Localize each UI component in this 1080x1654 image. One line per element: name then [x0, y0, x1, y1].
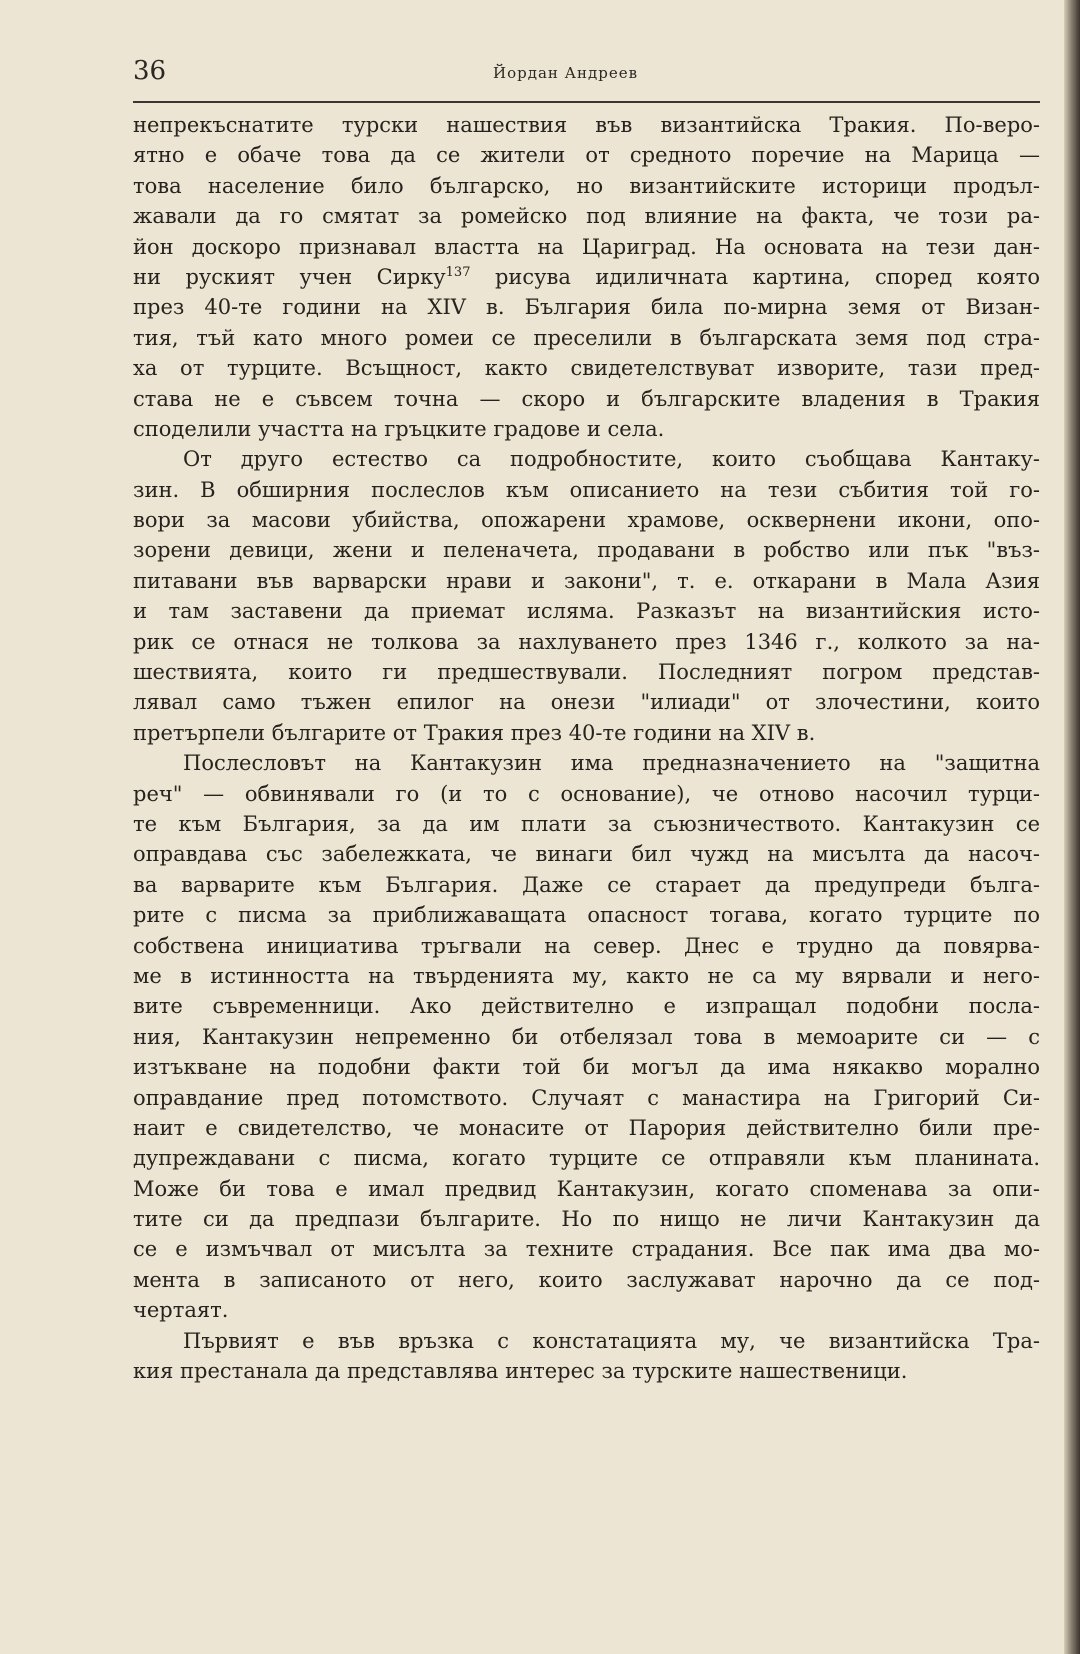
text-line: собствена инициатива тръгвали на север. Днес е трудно да повярва-: [133, 933, 1040, 958]
text-line: питавани във варварски нрави и закони", т. е. откарани в Мала Азия: [133, 568, 1040, 593]
text-line: тите си да предпази българите. Но по нищо не личи Кантакузин да: [133, 1207, 1040, 1232]
text-line: става не е съвсем точна — скоро и българските владения в Тракия: [133, 386, 1040, 411]
paragraph: [133, 110, 1040, 444]
text-line: изтъкване на подобни факти той би могъл да има някакво морално: [133, 1055, 1040, 1080]
text-line: [133, 262, 1040, 292]
page-edge-shadow: [1064, 0, 1080, 1654]
text-line: кия престанала да представлява интерес за турските нашественици.: [133, 1359, 908, 1384]
text-line: ва варварите към България. Даже се старает да предупреди бълга-: [133, 872, 1040, 897]
paragraph: [133, 748, 1040, 1325]
text-line: оправдание пред потомството. Случаят с манастира на Григорий Си-: [133, 1085, 1040, 1110]
text-line: Първият е във връзка с констатацията му, че византийска Тра-: [183, 1328, 1040, 1353]
paragraph: [133, 444, 1040, 748]
page-number: 36: [133, 56, 167, 86]
text-line: наит е свидетелство, че монасите от Парория действително били пре-: [133, 1115, 1040, 1140]
text-line: ятно е обаче това да се жители от средното поречие на Марица —: [133, 143, 1040, 168]
header-rule: [133, 101, 1040, 103]
text-line: ха от турците. Всъщност, както свидетелствуват изворите, тази пред-: [133, 356, 1040, 381]
text-line: претърпели българите от Тракия през 40-те години на XIV в.: [133, 720, 816, 745]
running-head: Йордан Андреев: [493, 64, 639, 82]
body-text: [133, 110, 1040, 1386]
text-line: се е измъчвал от мисълта за техните страдания. Все пак има два мо-: [133, 1237, 1040, 1262]
text-line: дупреждавани с писма, когато турците се отправяли към планината.: [133, 1146, 1040, 1171]
text-line: Може би това е имал предвид Кантакузин, когато споменава за опи-: [133, 1176, 1040, 1201]
text-line: и там заставени да приемат исляма. Разказът на византийския исто-: [133, 599, 1040, 624]
text-line: през 40-те години на XIV в. България била по-мирна земя от Визан-: [133, 295, 1040, 320]
text-line: зорени девици, жени и пеленачета, продавани в робство или пък "въз-: [133, 538, 1040, 563]
text-line: реч" — обвинявали го (и то с основание), че отново насочил турци-: [133, 781, 1040, 806]
text-line: непрекъснатите турски нашествия във византийска Тракия. По-веро-: [133, 113, 1040, 137]
text-line: те към България, за да им плати за съюзничеството. Кантакузин се: [133, 811, 1040, 836]
text-run: рисува идиличната картина, според която: [470, 264, 1040, 289]
text-line: жавали да го смятат за ромейско под влияние на факта, че този ра-: [133, 204, 1040, 229]
text-line: споделили участта на гръцките градове и села.: [133, 416, 665, 441]
text-line: вите съвременници. Ако действително е изпращал подобни посла-: [133, 994, 1040, 1019]
text-line: рик се отнася не толкова за нахлуването през 1346 г., колкото за на-: [133, 629, 1040, 654]
text-line: рите с писма за приближаващата опасност тогава, когато турците по: [133, 903, 1040, 928]
text-line: ния, Кантакузин непременно би отбелязал това в мемоарите си — с: [133, 1024, 1040, 1049]
paragraph: [133, 1326, 1040, 1387]
text-run: ни руският учен Сирку: [133, 264, 446, 289]
text-line: това население било българско, но византийските историци продъл-: [133, 173, 1040, 198]
text-line: Послесловът на Кантакузин има предназначението на "защитна: [183, 751, 1040, 776]
text-line: оправдава със забележката, че винаги бил чужд на мисълта да насоч-: [133, 842, 1040, 867]
text-line: ме в истинността на твърденията му, както не са му вярвали и него-: [133, 963, 1040, 988]
text-line: чертаят.: [133, 1298, 229, 1323]
footnote-marker: 137: [445, 264, 471, 280]
text-line: зин. В обширния послеслов към описанието на тези събития той го-: [133, 477, 1040, 502]
text-line: вори за масови убийства, опожарени храмове, осквернени икони, опо-: [133, 508, 1040, 533]
text-line: тия, тъй като много ромеи се преселили в българската земя под стра-: [133, 325, 1040, 350]
text-line: лявал само тъжен епилог на онези "илиади" от злочестини, които: [133, 690, 1040, 715]
text-line: йон доскоро признавал властта на Цариград. На основата на тези дан-: [133, 234, 1040, 259]
text-line: шествията, които ги предшествували. Последният погром представ-: [133, 660, 1040, 685]
page-header: [133, 56, 1040, 96]
text-line: мента в записаното от него, които заслужават нарочно да се под-: [133, 1267, 1040, 1292]
text-line: От друго естество са подробностите, които съобщава Кантаку-: [183, 447, 1040, 472]
